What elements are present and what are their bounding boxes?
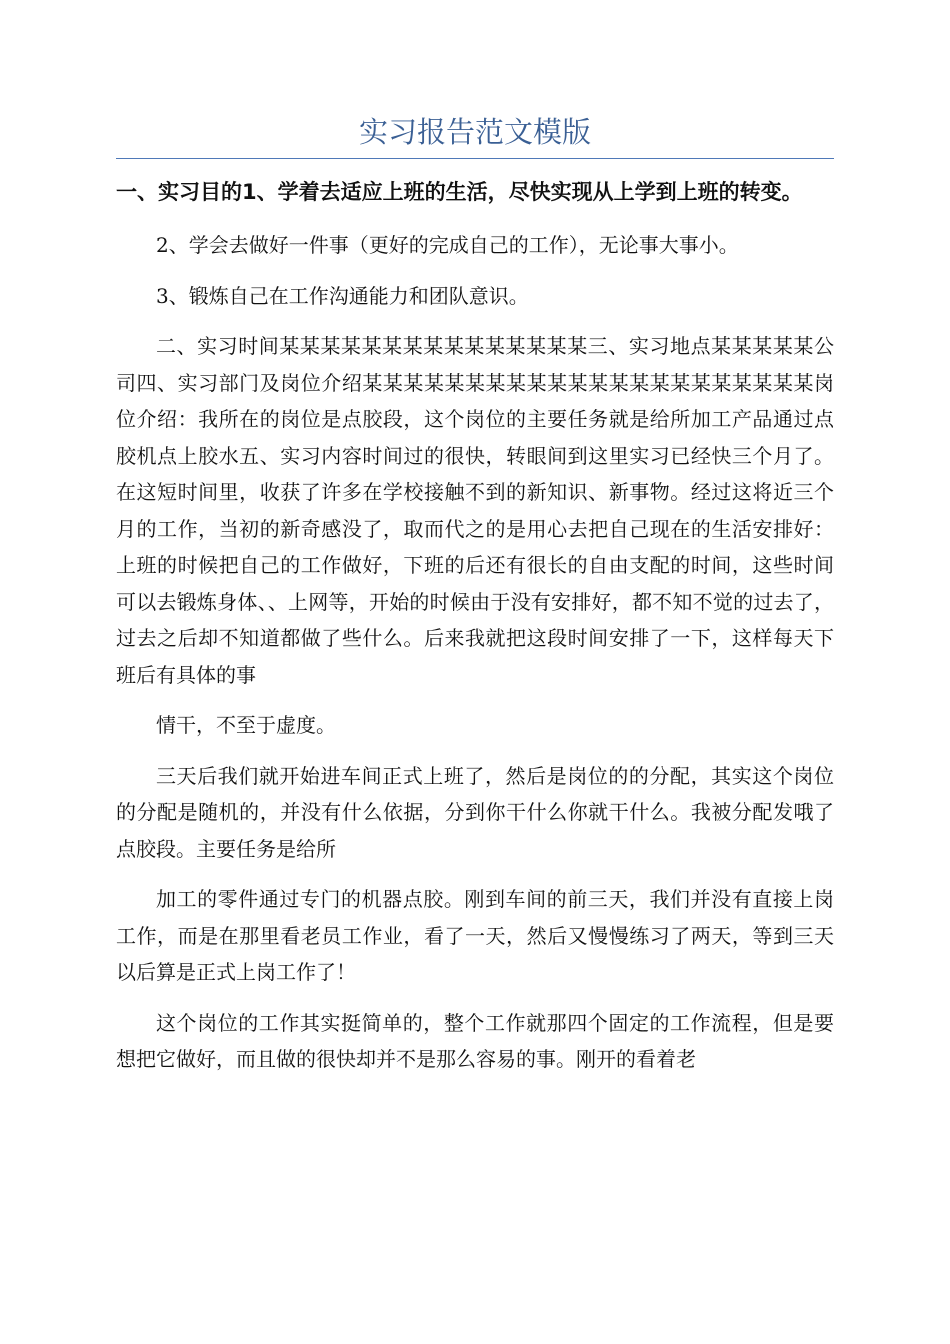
paragraph-job-assignment: 三天后我们就开始进车间正式上班了，然后是岗位的的分配，其实这个岗位的分配是随机的，并没有什么依据，分到你干什么你就干什么。我被分配发哦了点胶段。主要任务是给所: [116, 763, 834, 861]
paragraph-training: 加工的零件通过专门的机器点胶。刚到车间的前三天，我们并没有直接上岗工作，而是在那里看老员工作业，看了一天，然后又慢慢练习了两天，等到三天以后算是正式上岗工作了！: [116, 887, 834, 984]
document-page: [116, 108, 834, 1092]
paragraph-workflow: 这个岗位的工作其实挺简单的，整个工作就那四个固定的工作流程，但是要想把它做好，而且做的很快却并不是那么容易的事。刚开的看着老: [116, 1010, 834, 1071]
title-underline: [116, 158, 834, 159]
paragraph-goal-2: 2、学会去做好一件事（更好的完成自己的工作），无论事大事小。: [156, 233, 739, 257]
section-heading: 一、实习目的1、学着去适应上班的生活，尽快实现从上学到上班的转变。: [116, 180, 803, 204]
paragraph-continuation: 情干，不至于虚度。: [156, 713, 336, 737]
document-title: 实习报告范文模版: [358, 115, 591, 149]
paragraph-internship-details: 二、实习时间某某某某某某某某某某某某某某某三、实习地点某某某某某公司四、实习部门及岗位介绍某某某某某某某某某某某某某某某某某某某某某某岗位介绍：我所在的岗位是点胶段，这个岗位的主要任务就是给所加工产品通过点胶机点上胶水五、实习内容时间过的很快，转眼间到这里实习已经快三个月了。在这短时间里，收获了许多在学校接触不到的新知识、新事物。经过这将近三个月的工作，当初的新奇感没了，取而代之的是用心去把自己现在的生活安排好：上班的时候把自己的工作做好，下班的后还有很长的自由支配的时间，这些时间可以去锻炼身体、、上网等，开始的时候由于没有安排好，都不知不觉的过去了，过去之后却不知道都做了些什么。后来我就把这段时间安排了一下，这样每天下班后有具体的事: [116, 334, 834, 687]
paragraph-goal-3: 3、锻炼自己在工作沟通能力和团队意识。: [156, 283, 529, 308]
